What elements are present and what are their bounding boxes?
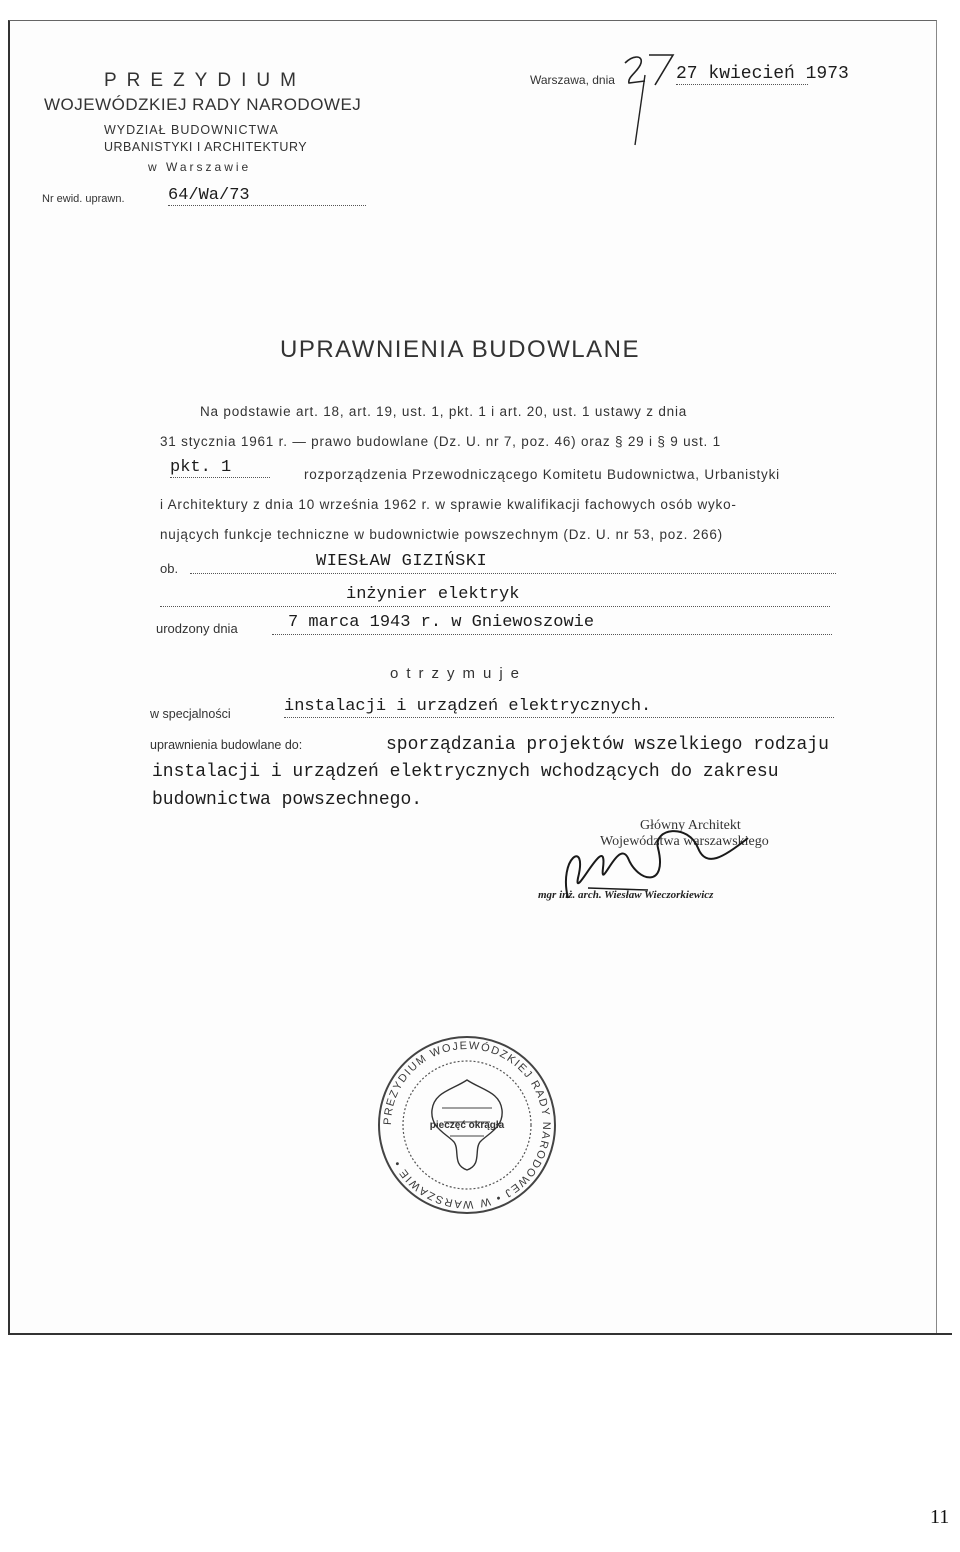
signatory-title: Główny Architekt <box>640 818 741 833</box>
signatory-region: Województwa warszawskiego <box>600 834 769 849</box>
legal-basis-line-1: Na podstawie art. 18, art. 19, ust. 1, pkt. 1 i art. 20, ust. 1 ustawy z dnia <box>200 404 688 419</box>
issue-date: 27 kwiecień 1973 <box>676 64 849 84</box>
citizen-label: ob. <box>160 561 179 576</box>
header-city: w Warszawie <box>148 160 252 174</box>
rights-line-2: instalacji i urządzeń elektrycznych wchodzących do zakresu <box>152 762 779 782</box>
birth-date-place: 7 marca 1943 r. w Gniewoszowie <box>288 613 595 632</box>
document-title: UPRAWNIENIA BUDOWLANE <box>280 336 640 363</box>
header-council: WOJEWÓDZKIEJ RADY NARODOWEJ <box>44 95 362 114</box>
legal-basis-line-4: i Architektury z dnia 10 września 1962 r. w sprawie kwalifikacji fachowych osób wyko- <box>160 497 737 512</box>
date-handwriting-icon <box>615 45 695 155</box>
person-name: WIESŁAW GIZIŃSKI <box>316 552 488 571</box>
rights-line-1: sporządzania projektów wszelkiego rodzaju <box>386 735 829 755</box>
signature-icon <box>548 818 788 908</box>
official-seal-icon <box>372 1030 562 1220</box>
header-department: WYDZIAŁ BUDOWNICTWA <box>104 123 279 137</box>
speciality-dotted-line <box>284 717 834 718</box>
registry-number-value: 64/Wa/73 <box>168 186 366 206</box>
speciality-label: w specjalności <box>150 707 231 721</box>
header-department-2: URBANISTYKI I ARCHITEKTURY <box>104 140 308 154</box>
place-date-label: Warszawa, dnia <box>530 73 615 87</box>
page-number: 11 <box>930 1506 950 1528</box>
born-label: urodzony dnia <box>156 621 238 636</box>
seal-ring-text: PREZYDIUM WOJEWÓDZKIEJ RADY NARODOWEJ • W WARSZAWIE • <box>381 1039 553 1211</box>
rights-label: uprawnienia budowlane do: <box>150 738 303 752</box>
header-presidium: PREZYDIUM <box>104 70 306 91</box>
signatory-name: mgr inż. arch. Wiesław Wieczorkiewicz <box>538 889 714 901</box>
person-profession: inżynier elektryk <box>346 585 520 604</box>
seal-center-text: pieczęć okrągła <box>429 1120 505 1131</box>
legal-basis-point: pkt. 1 <box>170 458 270 478</box>
legal-basis-line-2: 31 stycznia 1961 r. — prawo budowlane (Dz. U. nr 7, poz. 46) oraz § 29 i § 9 ust. 1 <box>160 434 721 449</box>
born-dotted-line <box>272 634 832 635</box>
name-dotted-line <box>190 573 836 574</box>
legal-basis-line-3: rozporządzenia Przewodniczącego Komitetu Budownictwa, Urbanistyki <box>304 467 780 482</box>
registry-number-label: Nr ewid. uprawn. <box>42 193 125 205</box>
legal-basis-line-5: nujących funkcje techniczne w budownictwie powszechnym (Dz. U. nr 53, poz. 266) <box>160 527 723 542</box>
page-bottom-rule <box>8 1333 952 1335</box>
receives-heading: otrzymuje <box>390 665 528 682</box>
speciality-value: instalacji i urządzeń elektrycznych. <box>284 697 652 716</box>
rights-line-3: budownictwa powszechnego. <box>152 790 423 810</box>
profession-dotted-line <box>160 606 830 607</box>
